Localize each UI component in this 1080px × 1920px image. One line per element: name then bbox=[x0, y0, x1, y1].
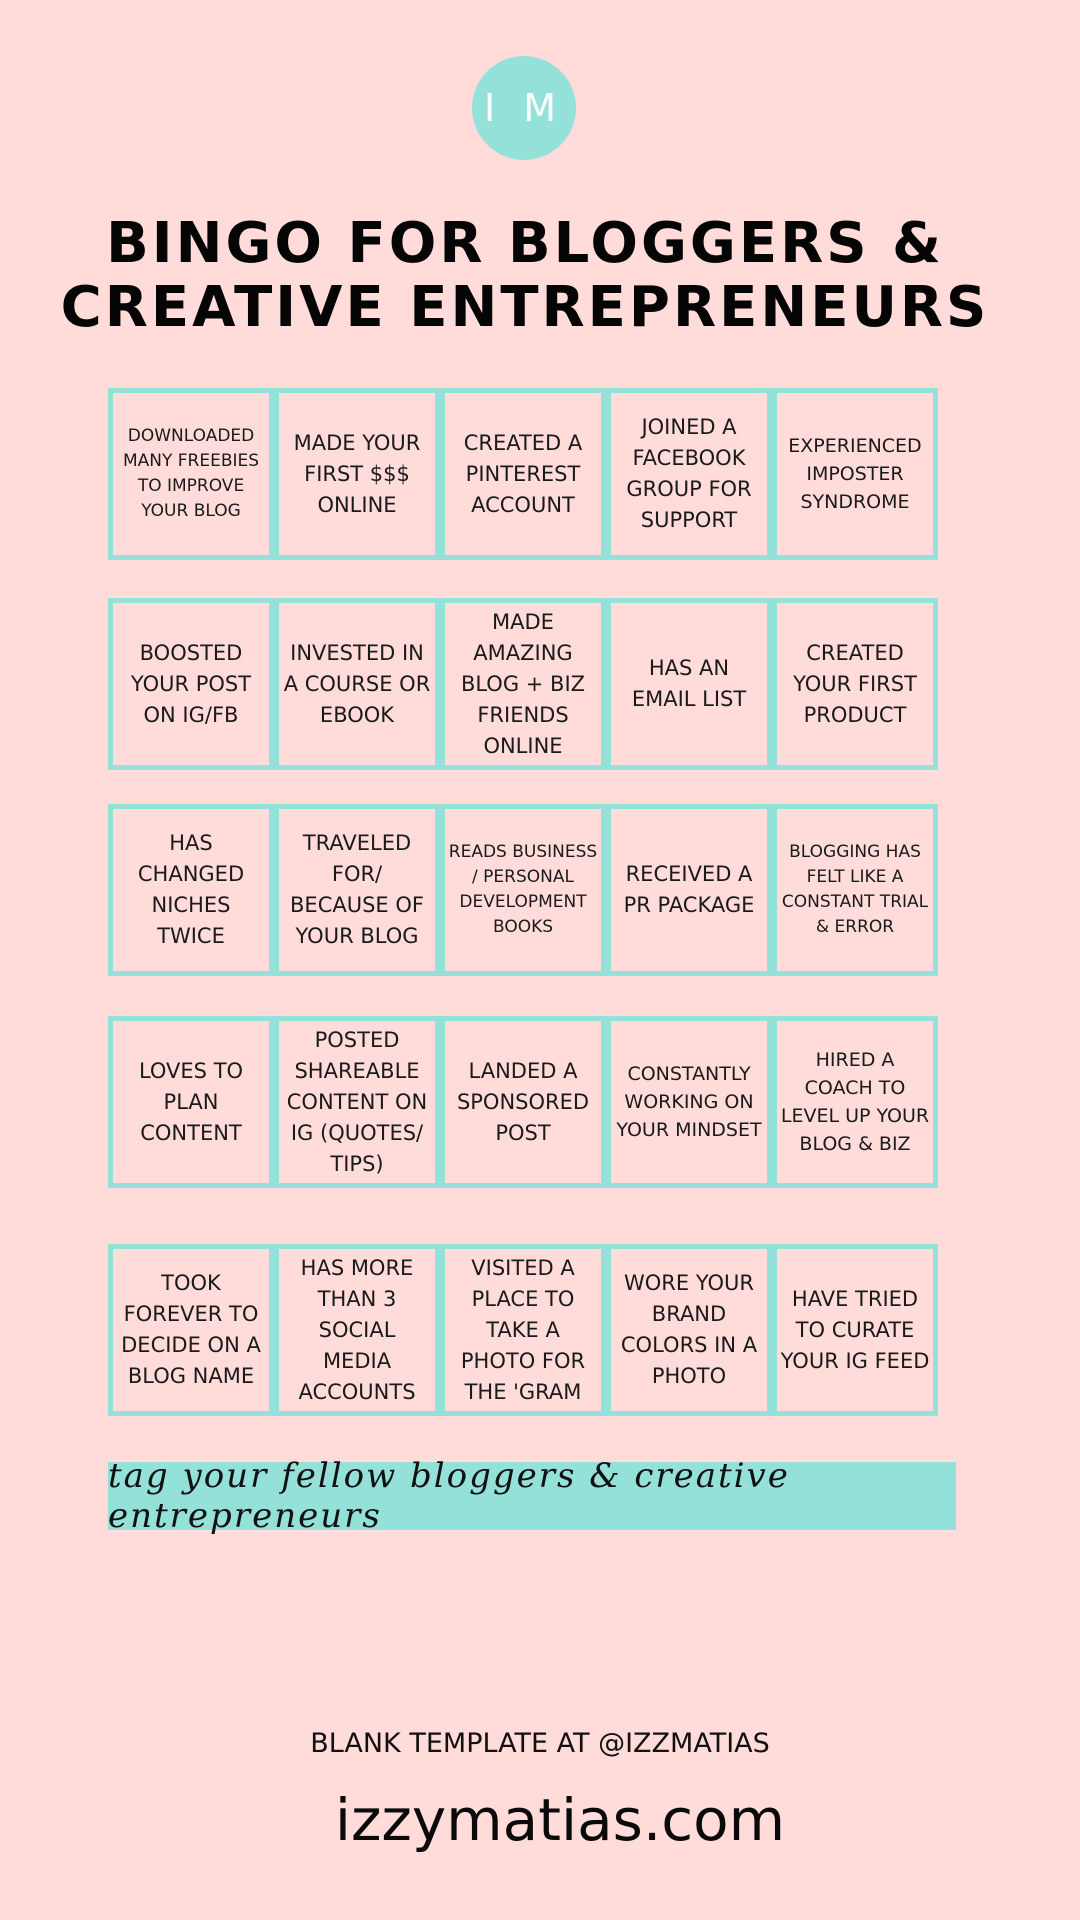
bingo-cell: CREATED YOUR FIRST PRODUCT bbox=[772, 598, 938, 770]
bingo-cell: READS BUSINESS / PERSONAL DEVELOPMENT BOOKS bbox=[440, 804, 606, 976]
bingo-cell: HAS CHANGED NICHES TWICE bbox=[108, 804, 274, 976]
bingo-cell: WORE YOUR BRAND COLORS IN A PHOTO bbox=[606, 1244, 772, 1416]
bingo-cell: BLOGGING HAS FELT LIKE A CONSTANT TRIAL & ERROR bbox=[772, 804, 938, 976]
bingo-cell: POSTED SHAREABLE CONTENT ON IG (QUOTES/ TIPS) bbox=[274, 1016, 440, 1188]
bingo-cell: CREATED A PINTEREST ACCOUNT bbox=[440, 388, 606, 560]
bingo-cell: CONSTANTLY WORKING ON YOUR MINDSET bbox=[606, 1016, 772, 1188]
bingo-cell: RECEIVED A PR PACKAGE bbox=[606, 804, 772, 976]
bingo-cell: HIRED A COACH TO LEVEL UP YOUR BLOG & BIZ bbox=[772, 1016, 938, 1188]
bingo-cell: HAVE TRIED TO CURATE YOUR IG FEED bbox=[772, 1244, 938, 1416]
bingo-cell: TOOK FOREVER TO DECIDE ON A BLOG NAME bbox=[108, 1244, 274, 1416]
bingo-cell: BOOSTED YOUR POST ON IG/FB bbox=[108, 598, 274, 770]
bingo-row-2 bbox=[108, 598, 942, 770]
bingo-cell: INVESTED IN A COURSE OR EBOOK bbox=[274, 598, 440, 770]
bingo-cell: HAS MORE THAN 3 SOCIAL MEDIA ACCOUNTS bbox=[274, 1244, 440, 1416]
website-url: izzymatias.com bbox=[334, 1786, 786, 1854]
bingo-row-3 bbox=[108, 804, 942, 976]
tag-banner: tag your fellow bloggers & creative entrepreneurs bbox=[108, 1462, 956, 1530]
bingo-row-4 bbox=[108, 1016, 942, 1188]
bingo-cell: MADE YOUR FIRST $$$ ONLINE bbox=[274, 388, 440, 560]
bingo-row-1 bbox=[108, 388, 942, 560]
blank-template-note: BLANK TEMPLATE AT @IZZMATIAS bbox=[310, 1728, 770, 1759]
bingo-cell: JOINED A FACEBOOK GROUP FOR SUPPORT bbox=[606, 388, 772, 560]
bingo-row-5 bbox=[108, 1244, 942, 1416]
bingo-cell: LOVES TO PLAN CONTENT bbox=[108, 1016, 274, 1188]
bingo-cell: LANDED A SPONSORED POST bbox=[440, 1016, 606, 1188]
bingo-cell: TRAVELED FOR/ BECAUSE OF YOUR BLOG bbox=[274, 804, 440, 976]
bingo-cell: MADE AMAZING BLOG + BIZ FRIENDS ONLINE bbox=[440, 598, 606, 770]
logo-badge: I M bbox=[472, 56, 576, 160]
bingo-cell: DOWNLOADED MANY FREEBIES TO IMPROVE YOUR BLOG bbox=[108, 388, 274, 560]
title-line-2: CREATIVE ENTREPRENEURS bbox=[60, 275, 990, 340]
bingo-cell: VISITED A PLACE TO TAKE A PHOTO FOR THE 'GRAM bbox=[440, 1244, 606, 1416]
bingo-cell: EXPERIENCED IMPOSTER SYNDROME bbox=[772, 388, 938, 560]
page-title bbox=[0, 212, 1050, 340]
title-line-1: BINGO FOR BLOGGERS & bbox=[106, 211, 944, 276]
bingo-cell: HAS AN EMAIL LIST bbox=[606, 598, 772, 770]
